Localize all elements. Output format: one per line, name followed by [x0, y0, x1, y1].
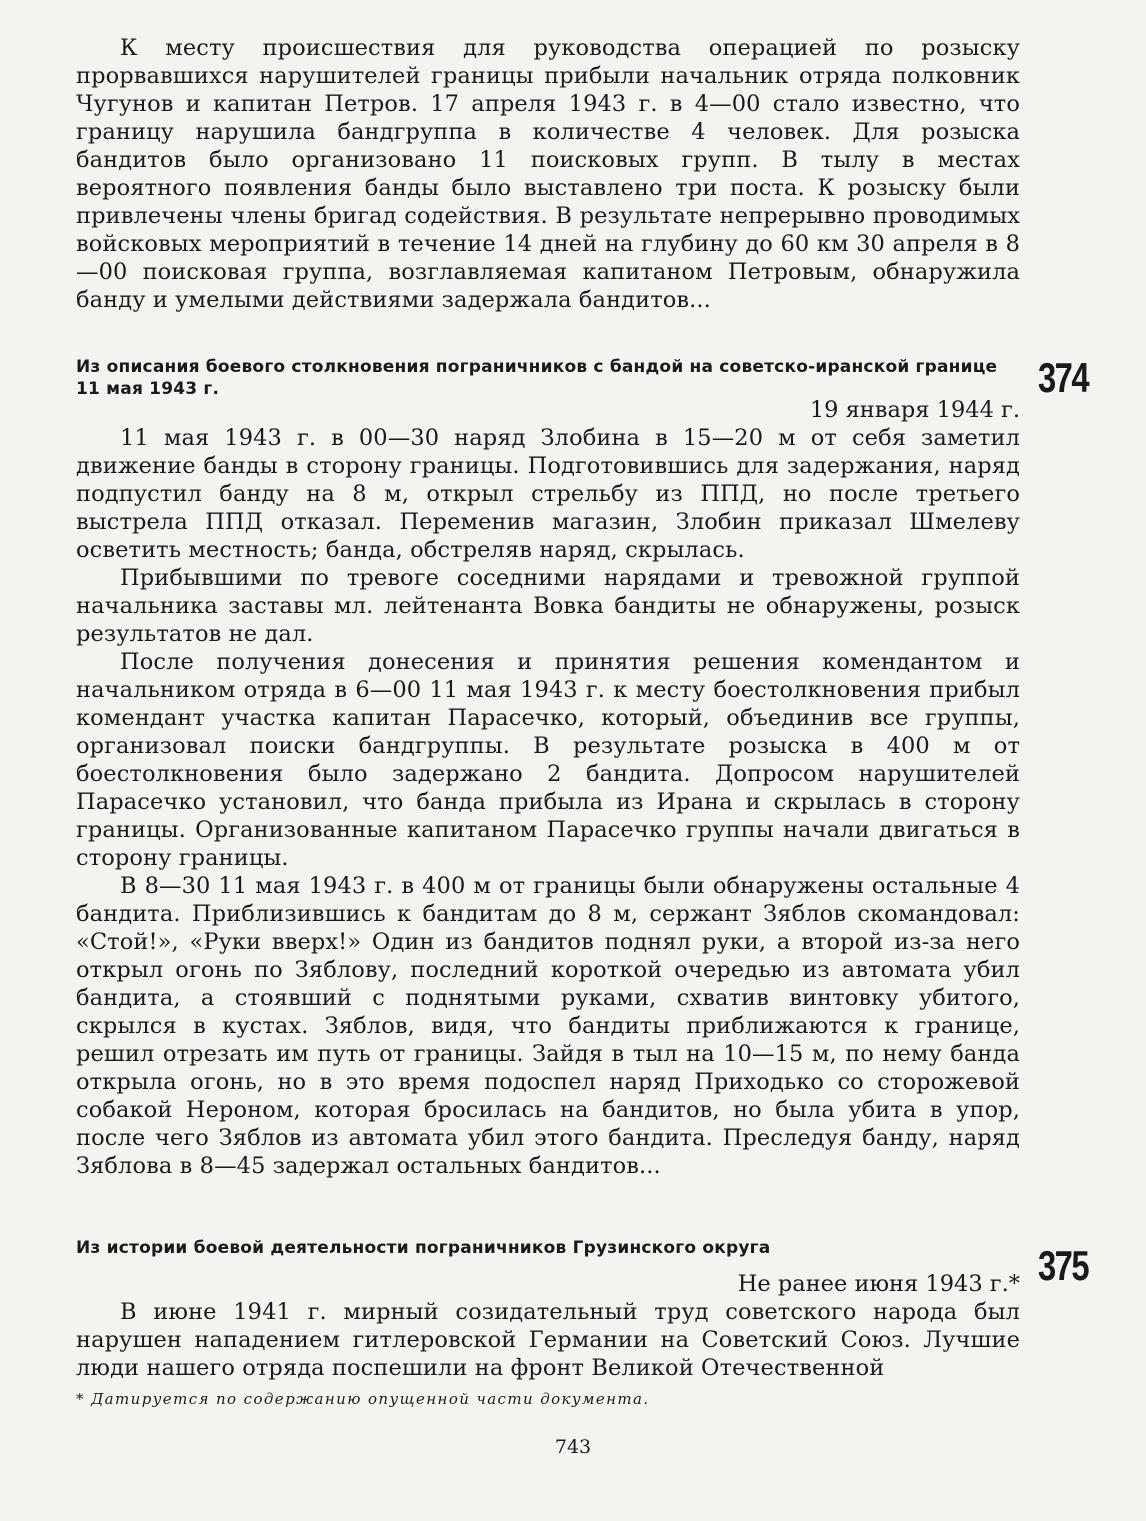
- document-heading: Из истории боевой деятельности пограничников Грузинского округа: [76, 1238, 771, 1258]
- page-number: 743: [554, 1436, 592, 1458]
- continuation-block: [76, 34, 1020, 314]
- document-number-375: 375: [1038, 1242, 1088, 1289]
- document-number-374: 374: [1038, 354, 1088, 401]
- document-375-body: [76, 1270, 1020, 1382]
- paragraph: В июне 1941 г. мирный созидательный труд советского народа был нарушен нападением гитлеровской Германии на Советский Союз. Лучшие люди нашего отряда поспешили на фронт Великой Отечественной: [76, 1299, 1020, 1381]
- paragraph: К месту происшествия для руководства операцией по розыску прорвавшихся нарушителей границы прибыли начальник отряда полковник Чугунов и капитан Петров. 17 апреля 1943 г. в 4—00 стало известно, что границу нарушила бандгруппа в количестве 4 человек. Для розыска бандитов было организовано 11 поисковых групп. В тылу в местах вероятного появления банды было выставлено три поста. К розыску были привлечены члены бригад содействия. В результате непрерывно проводимых войсковых мероприятий в течение 14 дней на глубину до 60 км 30 апреля в 8—00 поисковая группа, возглавляемая капитаном Петровым, обнаружила банду и умелыми действиями задержала бандитов...: [76, 35, 1020, 313]
- paragraph: Прибывшими по тревоге соседними нарядами и тревожной группой начальника заставы мл. лейтенанта Вовка бандиты не обнаружены, розыск результатов не дал.: [76, 565, 1020, 647]
- document-374-heading: [76, 356, 1020, 400]
- document-date: 19 января 1944 г.: [809, 397, 1020, 423]
- document-374-body: [76, 396, 1020, 1180]
- document-heading: Из описания боевого столкновения пограничников с бандой на советско-иранской границе 11 мая 1943 г.: [76, 357, 998, 399]
- footnote: * Датируется по содержанию опущенной части документа.: [76, 1390, 650, 1408]
- document-date: Не ранее июня 1943 г.*: [737, 1271, 1020, 1297]
- document-375-heading: [76, 1237, 1020, 1259]
- paragraph: После получения донесения и принятия решения комендантом и начальником отряда в 6—00 11 мая 1943 г. к месту боестолкновения прибыл комендант участка капитан Парасечко, который, объединив все группы, организовал поиски бандгруппы. В результате розыска в 400 м от боестолкновения было задержано 2 бандита. Допросом нарушителей Парасечко установил, что банда прибыла из Ирана и скрылась в сторону границы. Организованные капитаном Парасечко группы начали двигаться в сторону границы.: [76, 649, 1020, 871]
- paragraph: 11 мая 1943 г. в 00—30 наряд Злобина в 15—20 м от себя заметил движение банды в сторону границы. Подготовившись для задержания, наряд подпустил банду на 8 м, открыл стрельбу из ППД, но после третьего выстрела ППД отказал. Переменив магазин, Злобин приказал Шмелеву осветить местность; банда, обстреляв наряд, скрылась.: [76, 425, 1020, 563]
- paragraph: В 8—30 11 мая 1943 г. в 400 м от границы были обнаружены остальные 4 бандита. Приблизившись к бандитам до 8 м, сержант Зяблов скомандовал: «Стой!», «Руки вверх!» Один из бандитов поднял руки, а второй из-за него открыл огонь по Зяблову, последний короткой очередью из автомата убил бандита, а стоявший с поднятыми руками, схватив винтовку убитого, скрылся в кустах. Зяблов, видя, что бандиты приближаются к границе, решил отрезать им путь от границы. Зайдя в тыл на 10—15 м, по нему банда открыла огонь, но в это время подоспел наряд Приходько со сторожевой собакой Нероном, которая бросилась на бандитов, но была убита в упор, после чего Зяблов из автомата убил этого бандита. Преследуя банду, наряд Зяблова в 8—45 задержал остальных бандитов...: [76, 873, 1020, 1179]
